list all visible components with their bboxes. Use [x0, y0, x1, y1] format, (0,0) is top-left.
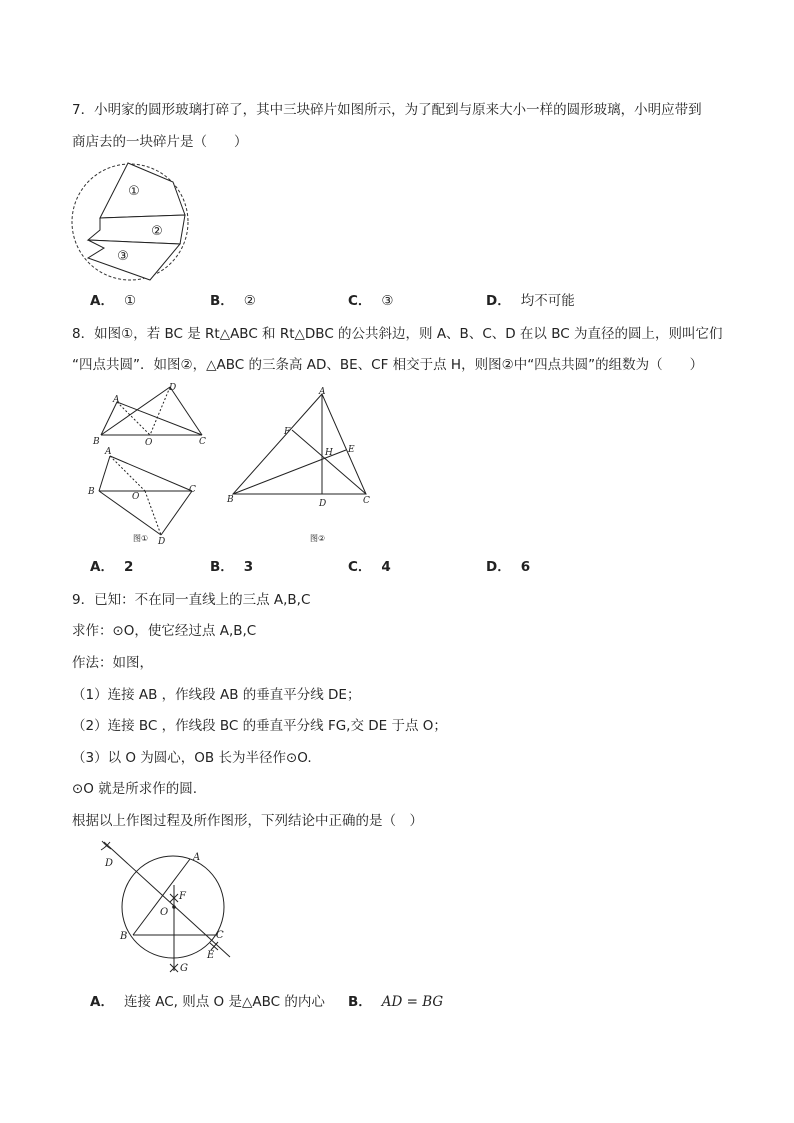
fig9-label-b: B: [120, 931, 128, 942]
fragment-1-label: ①: [128, 184, 140, 199]
fragment-2-label: ②: [151, 224, 163, 239]
q9-given: 9．已知：不在同一直线上的三点 A,B,C: [72, 592, 311, 608]
q7-option-d[interactable]: D． 均不可能: [486, 293, 575, 309]
q9-question: 根据以上作图过程及所作图形，下列结论中正确的是（ ）: [72, 813, 423, 829]
fig2-label-c: C: [363, 496, 370, 506]
q8-option-b[interactable]: B． 3: [210, 559, 254, 575]
q9-conclusion: ⊙O 就是所求作的圆.: [72, 781, 198, 797]
fig2-label-e: E: [348, 445, 355, 455]
fragment-3-label: ③: [117, 249, 129, 264]
q7-option-b[interactable]: B． ②: [210, 293, 256, 309]
fragment-3: [88, 240, 180, 280]
q9-method: 作法：如图，: [72, 655, 153, 671]
fig2-caption: 图②: [310, 534, 326, 543]
fig9-label-d: D: [105, 858, 114, 869]
fragment-2: [88, 215, 185, 244]
fig2-label-d: D: [319, 499, 327, 509]
fig2-label-a: A: [319, 387, 326, 397]
fig9-label-a: A: [193, 852, 201, 863]
q8-figure-2: [222, 388, 382, 548]
fig1b-label-o: O: [132, 492, 140, 502]
fig9-label-c: C: [216, 930, 224, 941]
q9-step-1: （1）连接 AB ，作线段 AB 的垂直平分线 DE；: [72, 687, 361, 703]
fig9-label-o: O: [160, 907, 169, 918]
fig1-caption: 图①: [133, 534, 149, 543]
q9-task: 求作：⊙O，使它经过点 A,B,C: [72, 623, 257, 639]
q7-option-c[interactable]: C． ③: [348, 293, 394, 309]
q7-figure-glass-fragments: [68, 160, 192, 284]
fig1-label-a: A: [113, 395, 120, 405]
fig1b-label-a: A: [105, 447, 112, 457]
q9-figure-circumcircle: [96, 840, 236, 980]
q8-stem-line1: 8．如图①，若 BC 是 Rt△ABC 和 Rt△DBC 的公共斜边，则 A、B、C、D 在以 BC 为直径的圆上，则叫它们: [72, 326, 723, 342]
fig1b-label-d: D: [158, 537, 166, 547]
q9-step-3: （3）以 O 为圆心，OB 长为半径作⊙O.: [72, 750, 312, 766]
q9-option-b[interactable]: B． AD = BG: [348, 994, 444, 1010]
q7-option-a[interactable]: A． ①: [90, 293, 137, 309]
fig2-label-b: B: [227, 495, 234, 505]
fragment-1: [100, 163, 185, 218]
fig2-label-f: F: [284, 427, 291, 437]
fig1b-label-b: B: [88, 487, 95, 497]
fig2-label-h: H: [325, 448, 333, 458]
q8-figure-1: [85, 380, 215, 550]
q8-option-c[interactable]: C． 4: [348, 559, 391, 575]
q8-option-a[interactable]: A． 2: [90, 559, 134, 575]
fig9-label-f: F: [179, 891, 186, 902]
q8-option-d[interactable]: D． 6: [486, 559, 531, 575]
fig1-label-o: O: [145, 438, 153, 448]
fig1-label-c: C: [199, 437, 206, 447]
q8-stem-line2: “四点共圆”．如图②，△ABC 的三条高 AD、BE、CF 相交于点 H，则图②中“四点共圆”的组数为（ ）: [72, 357, 704, 373]
q9-step-2: （2）连接 BC ，作线段 BC 的垂直平分线 FG,交 DE 于点 O；: [72, 718, 447, 734]
fig9-label-e: E: [207, 950, 215, 961]
fig1b-label-c: C: [189, 485, 196, 495]
q7-stem-line1: 7．小明家的圆形玻璃打碎了，其中三块碎片如图所示，为了配到与原来大小一样的圆形玻璃，小明应带到: [72, 102, 702, 118]
q7-stem-line2: 商店去的一块碎片是（ ）: [72, 134, 248, 150]
fig9-label-g: G: [180, 963, 188, 974]
fig1-label-b: B: [93, 437, 100, 447]
fig1-label-d: D: [169, 383, 177, 393]
q9-option-a[interactable]: A． 连接 AC, 则点 O 是△ABC 的内心: [90, 994, 325, 1010]
